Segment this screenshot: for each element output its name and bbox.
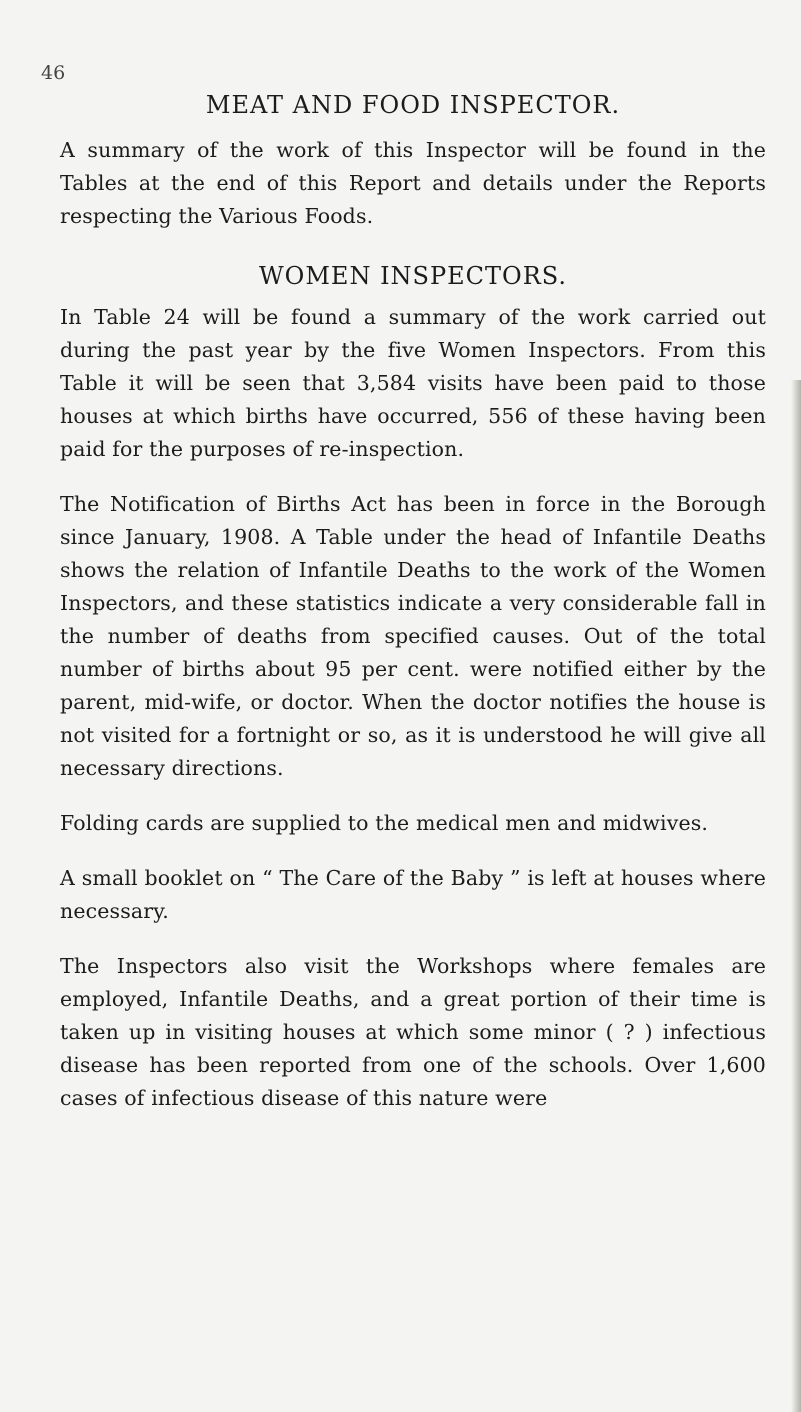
document-body bbox=[60, 88, 766, 1115]
page-edge-shadow bbox=[791, 380, 801, 1412]
paragraph-notification-of-births: The Notification of Births Act has been in force in the Borough since January, 1908. A Table under the head of Infantile Deaths shows the relation of Infantile Deaths to the work of the Women Inspectors, and these statistics indicate a very considerable fall in the number of deaths from specified causes. Out of the total number of births about 95 per cent. were notified either by the parent, mid-wife, or doctor. When the doctor notifies the house is not visited for a fortnight or so, as it is understood he will give all necessary directions. bbox=[60, 492, 766, 780]
paragraph-folding-cards: Folding cards are supplied to the medical men and midwives. bbox=[60, 811, 709, 835]
section-heading-women-inspectors: WOMEN INSPECTORS. bbox=[259, 262, 567, 290]
page-number: 46 bbox=[41, 62, 66, 84]
paragraph-workshops: The Inspectors also visit the Workshops where females are employed, Infantile Deaths, and a great portion of their time is taken up in visiting houses at which some minor ( ? ) infectious disease has been reported from one of the schools. Over 1,600 cases of infectious disease of this nature were bbox=[60, 954, 766, 1110]
paragraph-meat-food-summary: A summary of the work of this Inspector will be found in the Tables at the end of this Report and details under the Reports respecting the Various Foods. bbox=[60, 138, 766, 228]
paragraph-booklet: A small booklet on “ The Care of the Baby ” is left at houses where necessary. bbox=[60, 866, 766, 923]
section-heading-meat-food-inspector: MEAT AND FOOD INSPECTOR. bbox=[205, 91, 621, 119]
paragraph-table-24-summary: In Table 24 will be found a summary of the work carried out during the past year by the five Women Inspectors. From this Table it will be seen that 3,584 visits have been paid to those houses at which births have occurred, 556 of these having been paid for the purposes of re-inspection. bbox=[60, 305, 766, 461]
